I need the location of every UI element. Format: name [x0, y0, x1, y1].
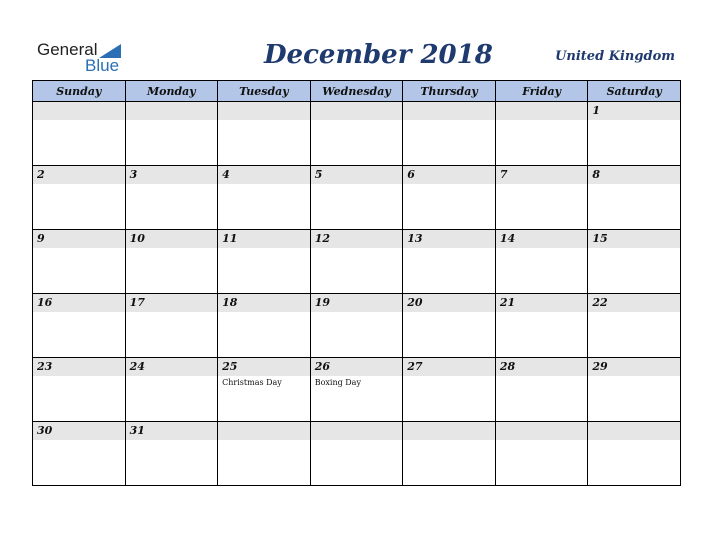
logo-blue-text: Blue	[85, 56, 120, 75]
day-number: 28	[496, 358, 588, 376]
day-cell[interactable]	[33, 102, 126, 166]
day-cell[interactable]	[33, 230, 126, 294]
day-cell[interactable]	[588, 358, 681, 422]
weekday-saturday: Saturday	[588, 81, 681, 102]
day-number: 30	[33, 422, 125, 440]
day-cell[interactable]	[125, 358, 218, 422]
day-number: 19	[311, 294, 403, 312]
day-cell[interactable]	[310, 422, 403, 486]
day-cell[interactable]	[588, 422, 681, 486]
day-number: 7	[496, 166, 588, 184]
day-cell[interactable]	[495, 358, 588, 422]
day-cell[interactable]	[495, 102, 588, 166]
day-cell[interactable]	[403, 230, 496, 294]
day-cell[interactable]	[588, 294, 681, 358]
weekday-sunday: Sunday	[33, 81, 126, 102]
day-cell[interactable]	[403, 102, 496, 166]
day-cell[interactable]	[218, 422, 311, 486]
day-cell[interactable]	[33, 166, 126, 230]
day-number: 26	[311, 358, 403, 376]
holiday-label: Boxing Day	[314, 378, 361, 387]
weekday-monday: Monday	[125, 81, 218, 102]
day-number: 24	[126, 358, 218, 376]
day-number: 15	[588, 230, 680, 248]
day-number: 17	[126, 294, 218, 312]
day-number: 13	[403, 230, 495, 248]
weekday-header-row	[33, 81, 681, 102]
day-cell[interactable]	[403, 422, 496, 486]
day-number: 21	[496, 294, 588, 312]
day-number: 2	[33, 166, 125, 184]
day-number: 6	[403, 166, 495, 184]
day-cell[interactable]	[125, 294, 218, 358]
day-cell[interactable]	[310, 102, 403, 166]
calendar-title: December 2018	[264, 40, 493, 70]
day-number: 11	[218, 230, 310, 248]
day-cell[interactable]	[125, 230, 218, 294]
day-cell[interactable]	[125, 422, 218, 486]
day-cell[interactable]	[403, 294, 496, 358]
day-number	[496, 102, 588, 120]
day-number: 27	[403, 358, 495, 376]
day-number: 20	[403, 294, 495, 312]
logo-general-text: General	[37, 40, 98, 59]
day-cell[interactable]	[495, 230, 588, 294]
week-row	[33, 358, 681, 422]
day-cell[interactable]	[403, 166, 496, 230]
day-number: 14	[496, 230, 588, 248]
day-cell[interactable]	[218, 230, 311, 294]
country-label: United Kingdom	[555, 49, 675, 64]
day-number	[311, 422, 403, 440]
day-cell[interactable]	[310, 166, 403, 230]
day-number: 1	[588, 102, 680, 120]
day-number: 25	[218, 358, 310, 376]
weekday-wednesday: Wednesday	[310, 81, 403, 102]
day-number: 8	[588, 166, 680, 184]
day-cell[interactable]	[310, 358, 403, 422]
day-number	[311, 102, 403, 120]
weekday-friday: Friday	[495, 81, 588, 102]
day-cell[interactable]	[218, 294, 311, 358]
day-number	[496, 422, 588, 440]
day-cell[interactable]	[495, 294, 588, 358]
day-number: 29	[588, 358, 680, 376]
day-cell[interactable]	[310, 230, 403, 294]
day-number	[403, 102, 495, 120]
day-number: 9	[33, 230, 125, 248]
day-cell[interactable]	[125, 102, 218, 166]
day-number	[126, 102, 218, 120]
day-cell[interactable]	[33, 422, 126, 486]
day-number: 5	[311, 166, 403, 184]
day-number: 10	[126, 230, 218, 248]
day-number	[218, 422, 310, 440]
week-row	[33, 166, 681, 230]
day-cell[interactable]	[310, 294, 403, 358]
calendar-grid	[32, 80, 681, 486]
week-row	[33, 422, 681, 486]
holiday-label: Christmas Day	[222, 378, 282, 387]
day-cell[interactable]	[218, 102, 311, 166]
week-row	[33, 230, 681, 294]
day-number: 16	[33, 294, 125, 312]
day-number: 31	[126, 422, 218, 440]
day-number	[403, 422, 495, 440]
day-number	[218, 102, 310, 120]
day-number	[588, 422, 680, 440]
day-number: 12	[311, 230, 403, 248]
day-cell[interactable]	[403, 358, 496, 422]
weekday-thursday: Thursday	[403, 81, 496, 102]
day-cell[interactable]	[588, 230, 681, 294]
day-cell[interactable]	[33, 358, 126, 422]
day-cell[interactable]	[588, 102, 681, 166]
day-number: 22	[588, 294, 680, 312]
week-row	[33, 102, 681, 166]
day-cell[interactable]	[125, 166, 218, 230]
week-row	[33, 294, 681, 358]
day-cell[interactable]	[588, 166, 681, 230]
weekday-tuesday: Tuesday	[218, 81, 311, 102]
day-number: 18	[218, 294, 310, 312]
day-cell[interactable]	[495, 422, 588, 486]
day-number: 23	[33, 358, 125, 376]
day-cell[interactable]	[218, 166, 311, 230]
day-number	[33, 102, 125, 120]
day-cell[interactable]	[33, 294, 126, 358]
day-cell[interactable]	[495, 166, 588, 230]
generalblue-logo	[37, 40, 127, 74]
day-number: 4	[218, 166, 310, 184]
day-cell[interactable]	[218, 358, 311, 422]
day-number: 3	[126, 166, 218, 184]
